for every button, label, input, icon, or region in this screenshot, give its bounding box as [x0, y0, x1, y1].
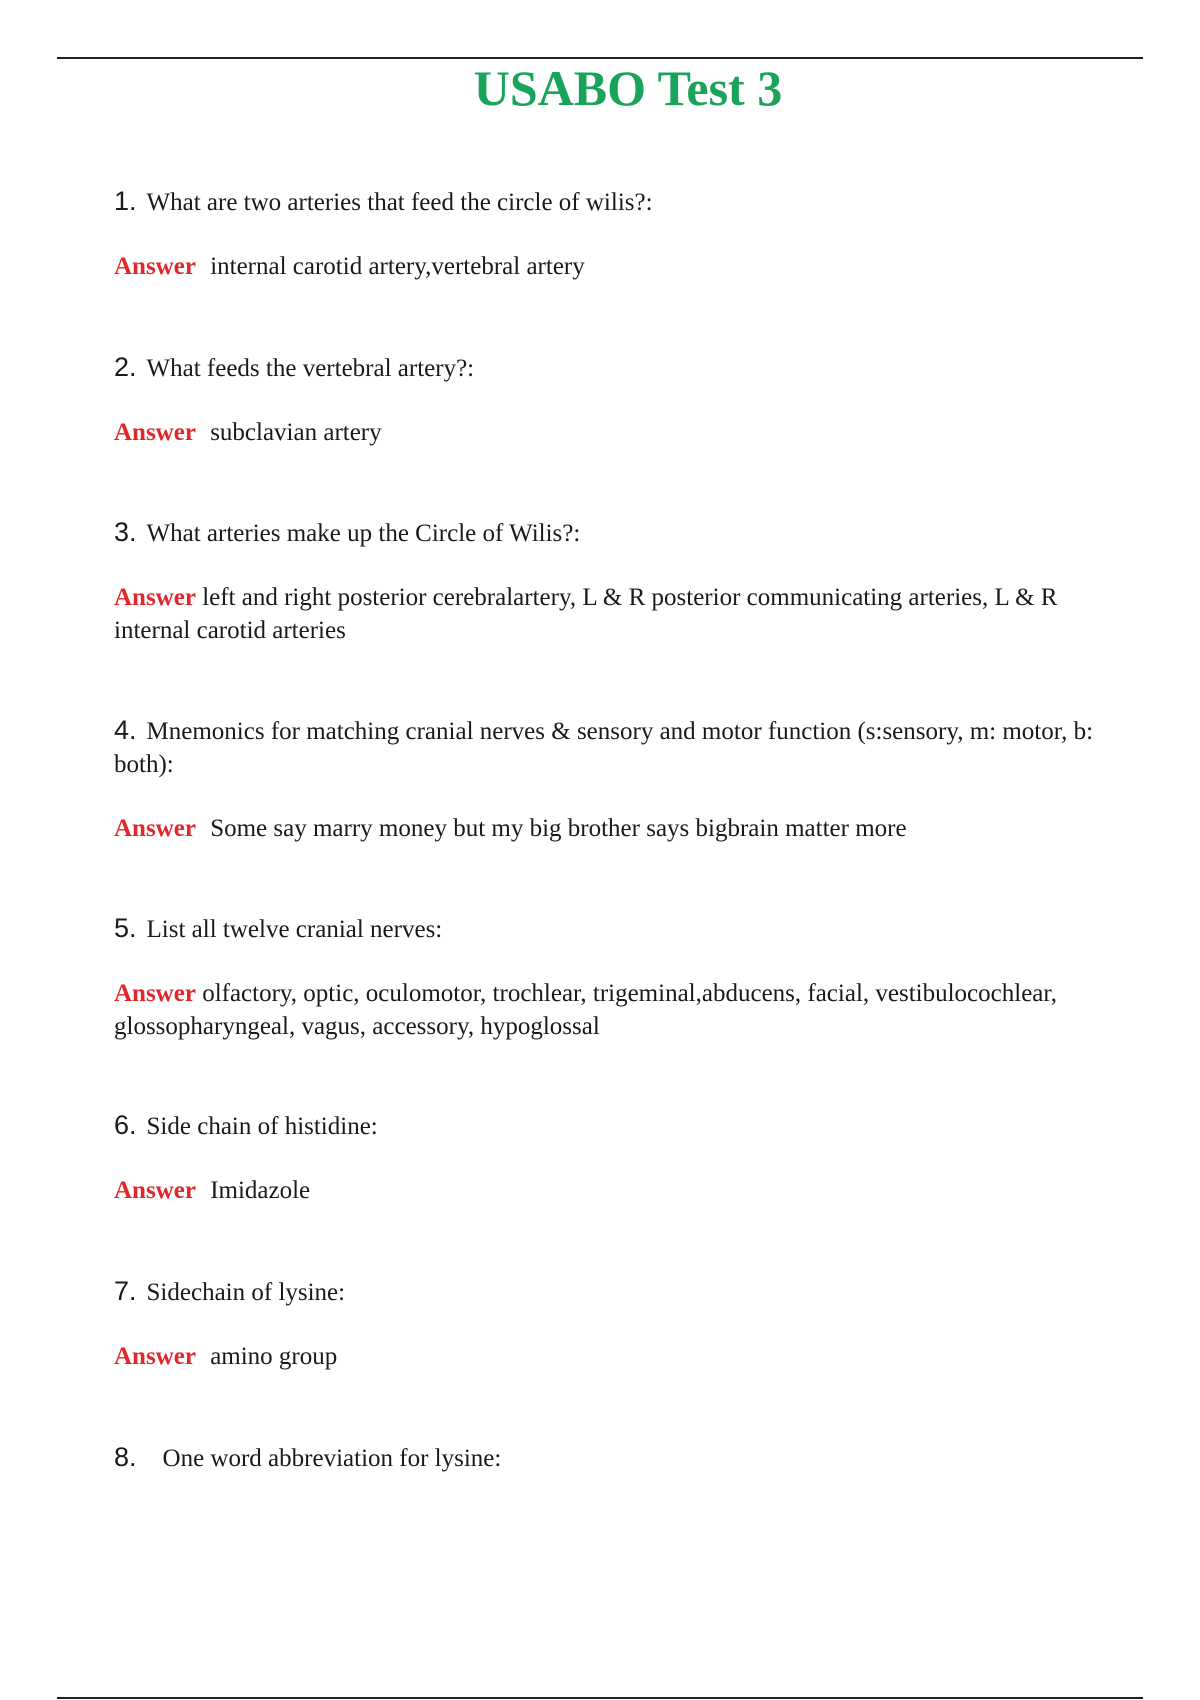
answer-text: internal carotid artery,vertebral artery — [210, 253, 585, 280]
question-text: What arteries make up the Circle of Wilis?: — [146, 520, 581, 547]
question-block-5 — [114, 912, 1134, 1043]
question-number: 4. — [114, 715, 137, 745]
answer-2 — [114, 416, 1134, 449]
answer-3 — [114, 581, 1134, 647]
question-text: Sidechain of lysine: — [146, 1279, 346, 1306]
answer-text: olfactory, optic, oculomotor, trochlear, trigeminal,abducens, facial, vestibulocochlear, glossopharyngeal, vagus, accessory, hypoglossal — [114, 980, 1057, 1040]
question-text: One word abbreviation for lysine: — [162, 1445, 502, 1472]
question-4 — [114, 714, 1134, 781]
question-block-2 — [114, 351, 1134, 449]
question-3 — [114, 516, 1134, 550]
answer-7 — [114, 1340, 1134, 1373]
question-block-1 — [114, 185, 1134, 283]
answer-5 — [114, 977, 1134, 1043]
answer-label: Answer — [114, 584, 196, 611]
question-5 — [114, 912, 1134, 946]
question-block-6 — [114, 1109, 1134, 1207]
question-text: List all twelve cranial nerves: — [146, 916, 443, 943]
question-block-3 — [114, 516, 1134, 647]
answer-text: Some say marry money but my big brother says bigbrain matter more — [210, 815, 907, 842]
answer-label: Answer — [114, 815, 196, 842]
question-number: 6. — [114, 1110, 137, 1140]
question-number: 2. — [114, 352, 137, 382]
question-number: 3. — [114, 517, 137, 547]
answer-label: Answer — [114, 980, 196, 1007]
answer-label: Answer — [114, 1177, 196, 1204]
question-text: Side chain of histidine: — [146, 1113, 378, 1140]
answer-text: left and right posterior cerebralartery, L & R posterior communicating arteries, L & R internal carotid arteries — [114, 584, 1058, 644]
answer-4 — [114, 812, 1134, 845]
question-block-8 — [114, 1441, 1134, 1475]
question-text: What feeds the vertebral artery?: — [146, 355, 475, 382]
question-8 — [114, 1441, 1134, 1475]
question-text: Mnemonics for matching cranial nerves & sensory and motor function (s:sensory, m: motor, b: both): — [114, 718, 1094, 778]
question-number: 5. — [114, 913, 137, 943]
answer-label: Answer — [114, 253, 196, 280]
bottom-rule — [57, 1697, 1143, 1699]
question-text: What are two arteries that feed the circle of wilis?: — [146, 189, 653, 216]
question-number: 1. — [114, 186, 137, 216]
document-title: USABO Test 3 — [473, 60, 783, 116]
question-7 — [114, 1275, 1134, 1309]
question-1 — [114, 185, 1134, 219]
answer-label: Answer — [114, 419, 196, 446]
answer-1 — [114, 250, 1134, 283]
question-6 — [114, 1109, 1134, 1143]
question-block-4 — [114, 714, 1134, 845]
question-2 — [114, 351, 1134, 385]
question-number: 7. — [114, 1276, 137, 1306]
question-number: 8. — [114, 1442, 137, 1472]
answer-text: Imidazole — [210, 1177, 311, 1204]
answer-6 — [114, 1174, 1134, 1207]
question-block-7 — [114, 1275, 1134, 1373]
answer-label: Answer — [114, 1343, 196, 1370]
answer-text: subclavian artery — [210, 419, 382, 446]
answer-text: amino group — [210, 1343, 338, 1370]
